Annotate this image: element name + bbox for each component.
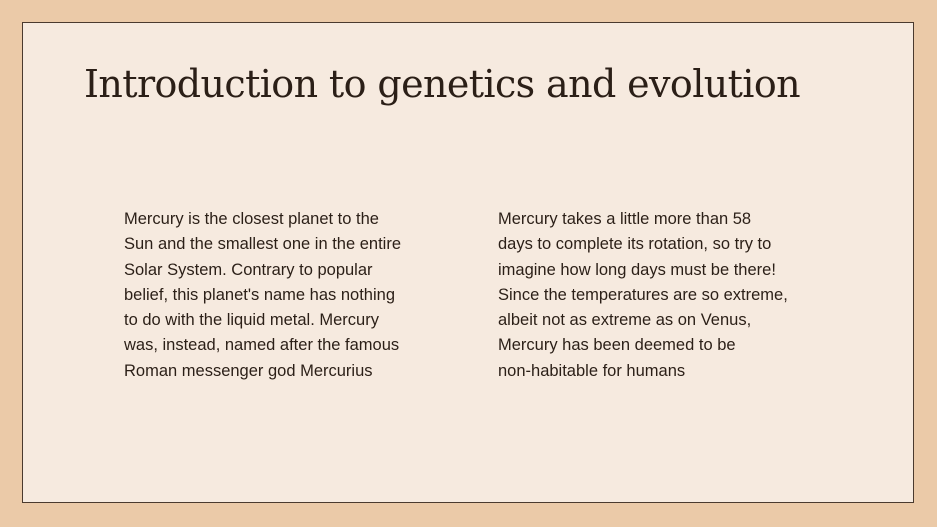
left-column-line: belief, this planet's name has nothing xyxy=(124,285,395,304)
right-column-line: Mercury has been deemed to be xyxy=(498,336,736,355)
left-column-line: Sun and the smallest one in the entire xyxy=(124,235,402,254)
left-column-line: to do with the liquid metal. Mercury xyxy=(124,311,379,330)
left-column-line: was, instead, named after the famous xyxy=(124,336,400,355)
right-column-line: non-habitable for humans xyxy=(498,361,686,380)
slide-title: Introduction to genetics and evolution xyxy=(84,62,800,106)
left-column-line: Mercury is the closest planet to the xyxy=(124,210,379,228)
right-column-line: albeit not as extreme as on Venus, xyxy=(498,311,752,330)
right-column-line: Since the temperatures are so extreme, xyxy=(498,285,788,304)
left-column-line: Solar System. Contrary to popular xyxy=(124,260,373,279)
left-text-column xyxy=(124,207,444,384)
right-column-line: imagine how long days must be there! xyxy=(498,260,776,279)
right-column-line: days to complete its rotation, so try to xyxy=(498,235,772,254)
right-text-column xyxy=(498,207,818,384)
right-column-line: Mercury takes a little more than 58 xyxy=(498,210,752,228)
left-column-line: Roman messenger god Mercurius xyxy=(124,361,373,380)
